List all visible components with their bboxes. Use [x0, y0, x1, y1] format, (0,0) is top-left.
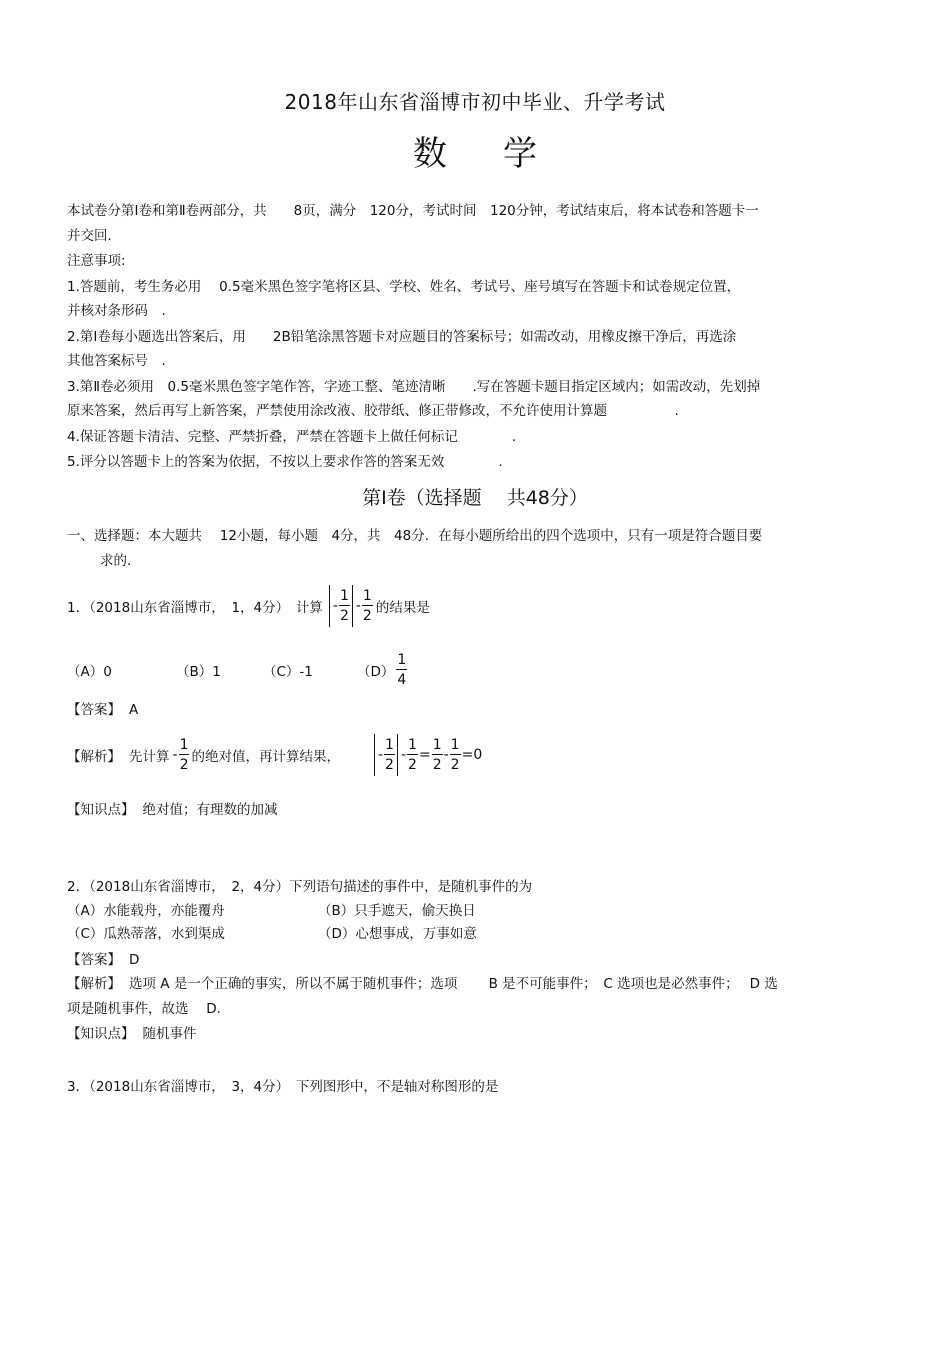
notice-item-1b: 并核对条形码 .	[67, 303, 166, 319]
notice-item-3a: 3.第Ⅱ卷必须用 0.5毫米黑色签字笔作答，字迹工整、笔迹清晰 .写在答题卡题目指定区域内；如需改动，先划掉	[67, 379, 761, 395]
q1-choice-a: （A）0	[67, 664, 112, 680]
q1-analysis-expression: - $\frac{1}{2}$ - $\frac{1}{2}$ = $\frac{1}{2}$ - $\frac{1}{2}$ =0	[372, 734, 483, 776]
subject-char-2: 学	[503, 134, 537, 174]
q1-stem-text: 1．（2018山东省淄博市， 1，4分） 计算	[67, 600, 323, 616]
section-heading: 第Ⅰ卷（选择题 共48分）	[362, 487, 588, 509]
notice-title: 注意事项:	[67, 253, 126, 269]
notice-item-5: 5.评分以答题卡上的答案为依据，不按以上要求作答的答案无效 .	[67, 454, 503, 470]
section-instruction-1: 一、选择题：本大题共 12小题，每小题 4分，共 48分．在每小题所给出的四个选项中，只有一项是符合题目要	[67, 528, 763, 544]
q1-choice-d-label: （D）	[357, 664, 395, 680]
q2-analysis-2: 项是随机事件，故选 D.	[67, 1001, 221, 1017]
q2-analysis-text: 选项 A 是一个正确的事实，所以不属于随机事件；选项 B 是不可能事件； C 选项也是必然事件； D 选	[129, 976, 778, 992]
q2-choice-b: （B）只手遮天，偷天换日	[318, 903, 476, 919]
q1-answer-label: 【答案】	[67, 702, 121, 718]
q2-analysis-label: 【解析】	[67, 976, 121, 992]
notice-item-1a: 1.答题前，考生务必用 0.5毫米黑色签字笔将区县、学校、姓名、考试号、座号填写在答题卡和试卷规定位置，	[67, 279, 741, 295]
subject-char-1: 数	[413, 134, 447, 174]
q1-analysis-text-b: 的绝对值，再计算结果，	[191, 749, 340, 765]
q1-answer	[67, 698, 138, 718]
q2-choice-c: （C）瓜熟蒂落，水到渠成	[67, 926, 225, 942]
q1-analysis-text-a: 先计算	[129, 749, 170, 765]
section-instruction-2: 求的．	[100, 553, 141, 569]
q1-knowledge-value: 绝对值；有理数的加减	[142, 802, 278, 818]
q2-knowledge-label: 【知识点】	[67, 1026, 135, 1042]
q2-analysis-1	[67, 972, 778, 992]
exam-title: 2018年山东省淄博市初中毕业、升学考试	[284, 90, 666, 114]
notice-item-3b: 原来答案，然后再写上新答案，严禁使用涂改液、胶带纸、修正带修改，不允许使用计算题 .	[67, 403, 679, 419]
q1-analysis-label: 【解析】	[67, 749, 121, 765]
q1-choice-c: （C）-1	[263, 664, 313, 680]
q2-knowledge	[67, 1022, 197, 1042]
q2-answer-label: 【答案】	[67, 952, 121, 968]
notice-item-2b: 其他答案标号 .	[67, 353, 166, 369]
q3-stem: 3．（2018山东省淄博市， 3，4分） 下列图形中，不是轴对称图形的是	[67, 1079, 499, 1095]
q1-knowledge	[67, 798, 278, 818]
intro-line-2: 并交回．	[67, 228, 121, 244]
notice-item-4: 4.保证答题卡清洁、完整、严禁折叠，严禁在答题卡上做任何标记 .	[67, 429, 517, 445]
q1-choice-b: （B）1	[176, 664, 221, 680]
q1-stem-tail: 的结果是	[375, 600, 430, 616]
q1-expression: - $\frac{1}{2}$ - $\frac{1}{2}$	[327, 585, 373, 627]
q2-choice-a: （A）水能载舟，亦能覆舟	[67, 903, 225, 919]
q1-knowledge-label: 【知识点】	[67, 802, 135, 818]
q2-answer	[67, 948, 139, 968]
subject-title	[413, 126, 537, 175]
q2-choice-d: （D）心想事成，万事如意	[318, 926, 477, 942]
q2-answer-value: D	[129, 952, 140, 968]
q1-analysis: 【解析】 先计算 - $\frac{1}{2}$ 的绝对值，再计算结果， - $\frac{1}{2}$ - $\frac{1}{2}$ = $\frac{1}{2}$ - $\frac{1}{2}$ =0	[67, 732, 483, 778]
q2-knowledge-value: 随机事件	[142, 1026, 197, 1042]
q1-answer-value: A	[129, 702, 139, 718]
q1-choice-d: （D） $\frac{1}{4}$	[357, 652, 407, 688]
q2-stem: 2．（2018山东省淄博市， 2，4分）下列语句描述的事件中，是随机事件的为	[67, 879, 533, 895]
q1-stem	[67, 582, 430, 630]
notice-item-2a: 2.第Ⅰ卷每小题选出答案后，用 2B铅笔涂黑答题卡对应题目的答案标号；如需改动，用橡皮擦干净后，再选涂	[67, 329, 737, 345]
intro-line-1: 本试卷分第Ⅰ卷和第Ⅱ卷两部分，共 8页，满分 120分，考试时间 120分钟，考试结束后，将本试卷和答题卡一	[67, 203, 759, 219]
